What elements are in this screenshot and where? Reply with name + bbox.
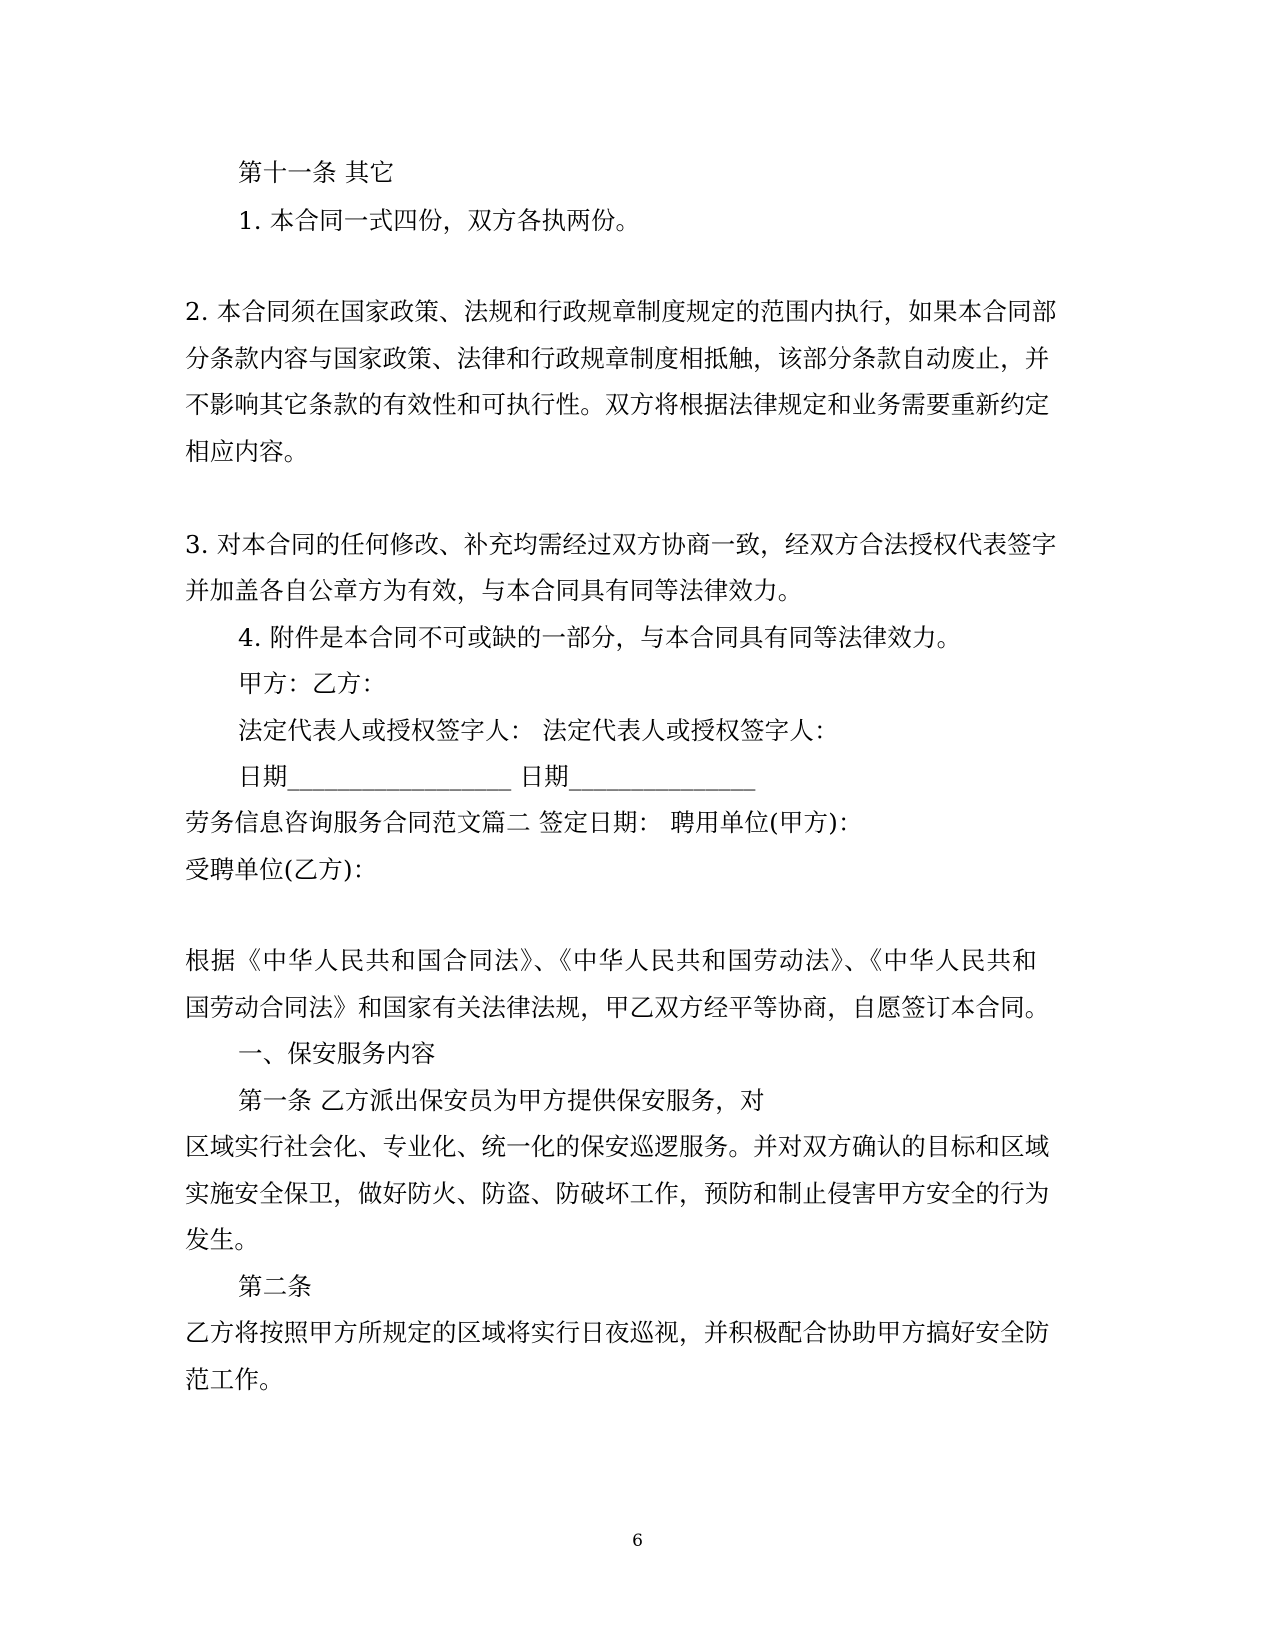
article-2-heading: 第二条: [238, 1272, 313, 1301]
clause-2-line-4: 相应内容。: [185, 437, 309, 466]
signatory-labels: 法定代表人或授权签字人： 法定代表人或授权签字人：: [238, 716, 839, 745]
clause-2-line-1: 2. 本合同须在国家政策、法规和行政规章制度规定的范围内执行，如果本合同部: [185, 297, 1057, 326]
clause-4: 4. 附件是本合同不可或缺的一部分，与本合同具有同等法律效力。: [238, 623, 962, 652]
article-1-line-3: 实施安全保卫，做好防火、防盗、防破坏工作，预防和制止侵害甲方安全的行为: [185, 1179, 1050, 1208]
article-11-heading: 第十一条 其它: [238, 158, 395, 187]
clause-3-line-1: 3. 对本合同的任何修改、补充均需经过双方协商一致，经双方合法授权代表签字: [185, 530, 1057, 559]
signature-dates: 日期__________________ 日期_______________: [238, 762, 756, 791]
legal-basis-line-1: 根据《中华人民共和国合同法》、《中华人民共和国劳动法》、《中华人民共和: [185, 946, 1037, 975]
page-number: 6: [632, 1531, 643, 1551]
article-1-line-2: 区域实行社会化、专业化、统一化的保安巡逻服务。并对双方确认的目标和区域: [185, 1132, 1050, 1161]
hired-party-label: 受聘单位(乙方)：: [185, 855, 378, 884]
contract-two-header: 劳务信息咨询服务合同范文篇二 签定日期： 聘用单位(甲方)：: [185, 808, 863, 837]
article-1-intro: 第一条 乙方派出保安员为甲方提供保安服务，对: [238, 1086, 765, 1115]
clause-2-line-2: 分条款内容与国家政策、法律和行政规章制度相抵触，该部分条款自动废止，并: [185, 344, 1050, 373]
legal-basis-line-2: 国劳动合同法》和国家有关法律法规，甲乙双方经平等协商，自愿签订本合同。: [185, 993, 1050, 1022]
article-1-line-4: 发生。: [185, 1225, 260, 1254]
party-labels: 甲方：乙方：: [238, 669, 387, 698]
article-2-line-2: 范工作。: [185, 1365, 284, 1394]
section-1-heading: 一、保安服务内容: [238, 1039, 436, 1068]
article-2-line-1: 乙方将按照甲方所规定的区域将实行日夜巡视，并积极配合协助甲方搞好安全防: [185, 1318, 1050, 1347]
clause-2-line-3: 不影响其它条款的有效性和可执行性。双方将根据法律规定和业务需要重新约定: [185, 390, 1050, 419]
clause-1: 1. 本合同一式四份，双方各执两份。: [238, 206, 641, 235]
clause-3-line-2: 并加盖各自公章方为有效，与本合同具有同等法律效力。: [185, 576, 803, 605]
